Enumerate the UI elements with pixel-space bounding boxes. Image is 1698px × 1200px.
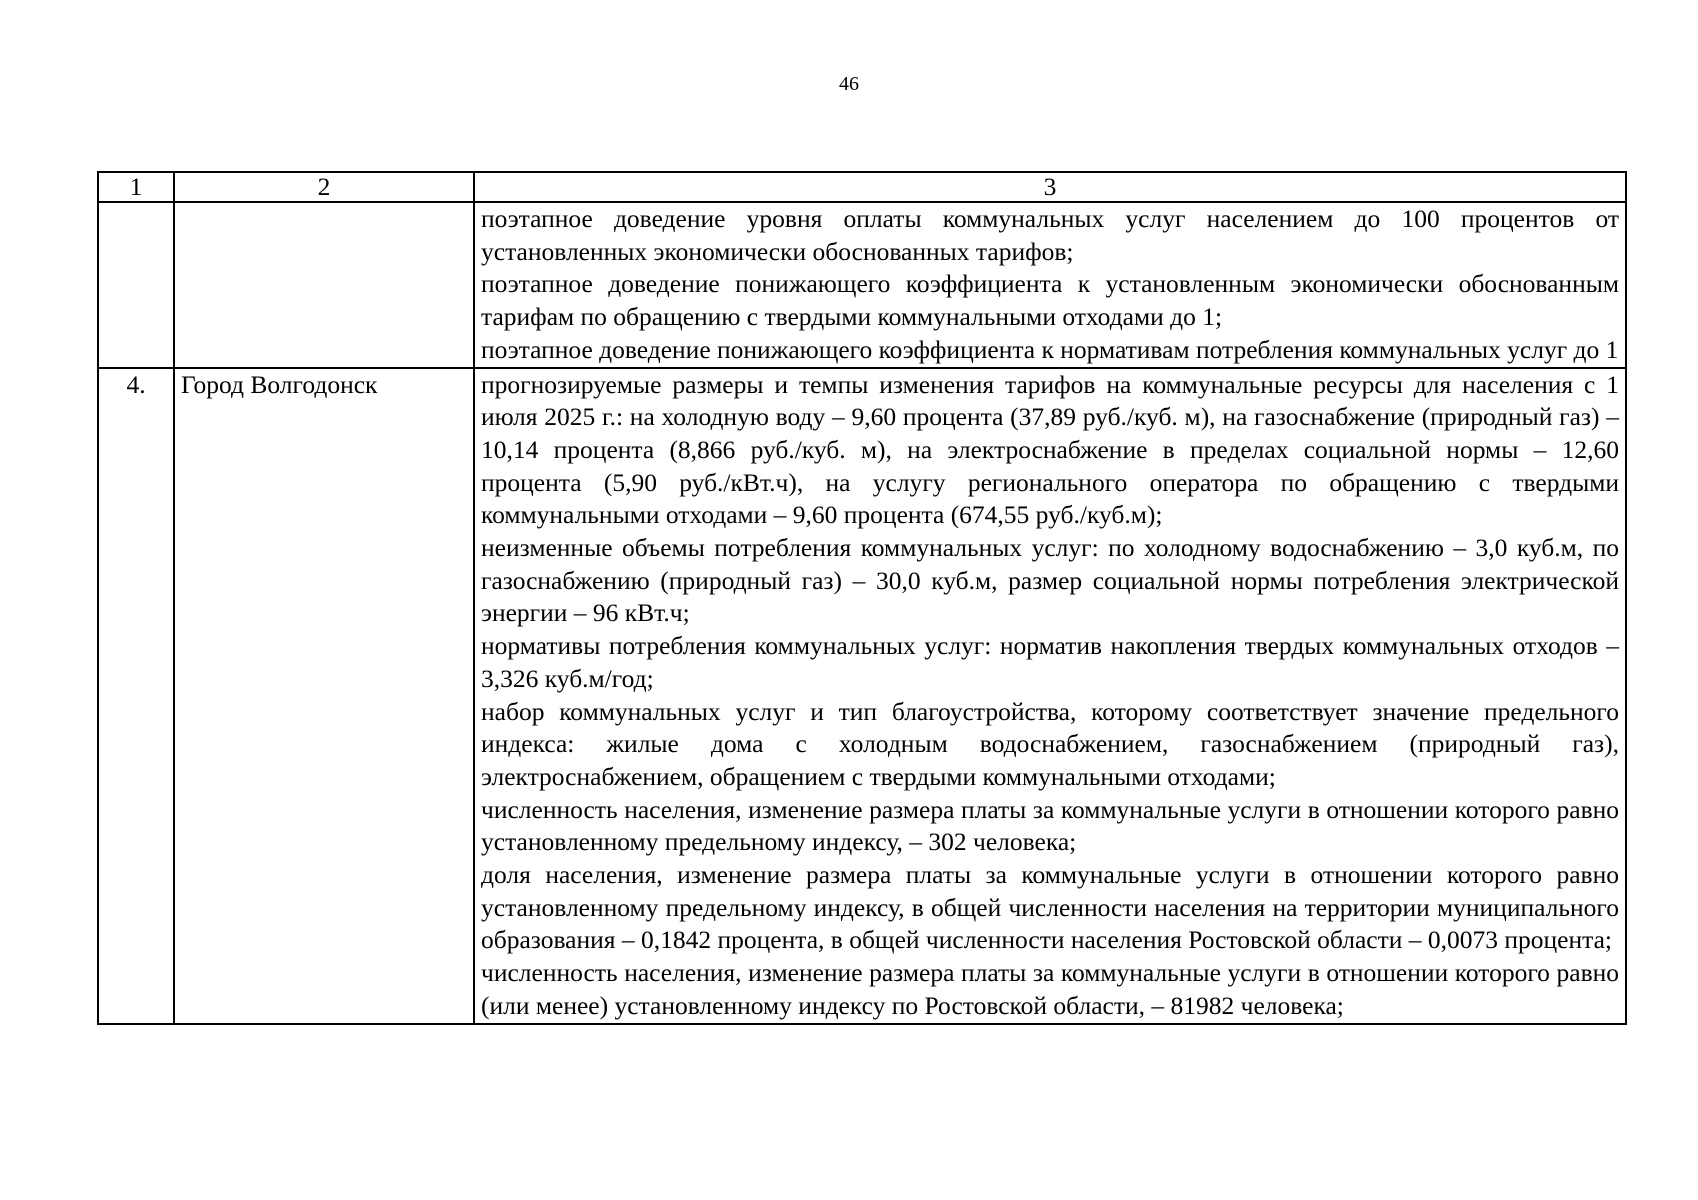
table-row — [98, 202, 1626, 368]
description-paragraph: неизменные объемы потребления коммунальных услуг: по холодному водоснабжению – 3,0 куб.м, по газоснабжению (природный газ) – 30,0 куб.м, размер социальной нормы потребления электрической энергии – 96 кВт.ч; — [481, 533, 1619, 628]
column-header-3: 3 — [474, 172, 1626, 202]
row-number-cell — [98, 202, 174, 368]
table-row — [98, 368, 1626, 1024]
description-paragraph: набор коммунальных услуг и тип благоустройства, которому соответствует значение предельного индекса: жилые дома с холодным водоснабжением, газоснабжением (природный газ), электроснабжением, обращением с твердыми коммунальными отходами; — [481, 696, 1619, 791]
municipality-name-cell: Город Волгодонск — [174, 368, 474, 1024]
description-paragraph: поэтапное доведение уровня оплаты коммунальных услуг населением до 100 процентов от установленных экономически обоснованных тарифов; — [481, 204, 1619, 266]
description-cell — [474, 202, 1626, 368]
data-table — [97, 171, 1627, 1025]
description-paragraph: поэтапное доведение понижающего коэффициента к установленным экономически обоснованным тарифам по обращению с твердыми коммунальными отходами до 1; — [481, 269, 1619, 332]
description-paragraph: численность населения, изменение размера платы за коммунальные услуги в отношении которого равно (или менее) установленному индексу по Ростовской области, – 81982 человека; — [481, 958, 1619, 1020]
row-number-cell: 4. — [98, 368, 174, 1024]
description-paragraph: нормативы потребления коммунальных услуг: норматив накопления твердых коммунальных отходов – 3,326 куб.м/год; — [481, 631, 1619, 693]
description-paragraph: прогнозируемые размеры и темпы изменения тарифов на коммунальные ресурсы для населения с 1 июля 2025 г.: на холодную воду – 9,60 процента (37,89 руб./куб. м), на газоснабжение (природный газ) – 10,14 процента (8,866 руб./куб. м), на электроснабжение в пределах социальной нормы – 12,60 процента (5,90 руб./кВт.ч), на услугу регионального оператора по обращению с твердыми коммунальными отходами – 9,60 процента (674,55 руб./куб.м); — [481, 369, 1619, 530]
description-paragraph: поэтапное доведение понижающего коэффициента к нормативам потребления коммунальных услуг до 1 — [481, 334, 1619, 364]
column-header-2: 2 — [174, 172, 474, 202]
municipality-name-cell — [174, 202, 474, 368]
column-header-1: 1 — [98, 172, 174, 202]
description-paragraph: численность населения, изменение размера платы за коммунальные услуги в отношении которого равно установленному предельному индексу, – 302 человека; — [481, 794, 1619, 857]
description-cell — [474, 368, 1626, 1024]
page-number: 46 — [839, 73, 859, 95]
description-paragraph: доля населения, изменение размера платы за коммунальные услуги в отношении которого равно установленному предельному индексу, в общей численности населения на территории муниципального образования – 0,1842 процента, в общей численности населения Ростовской области – 0,0073 процента; — [481, 860, 1619, 955]
table-header-row — [98, 172, 1626, 202]
